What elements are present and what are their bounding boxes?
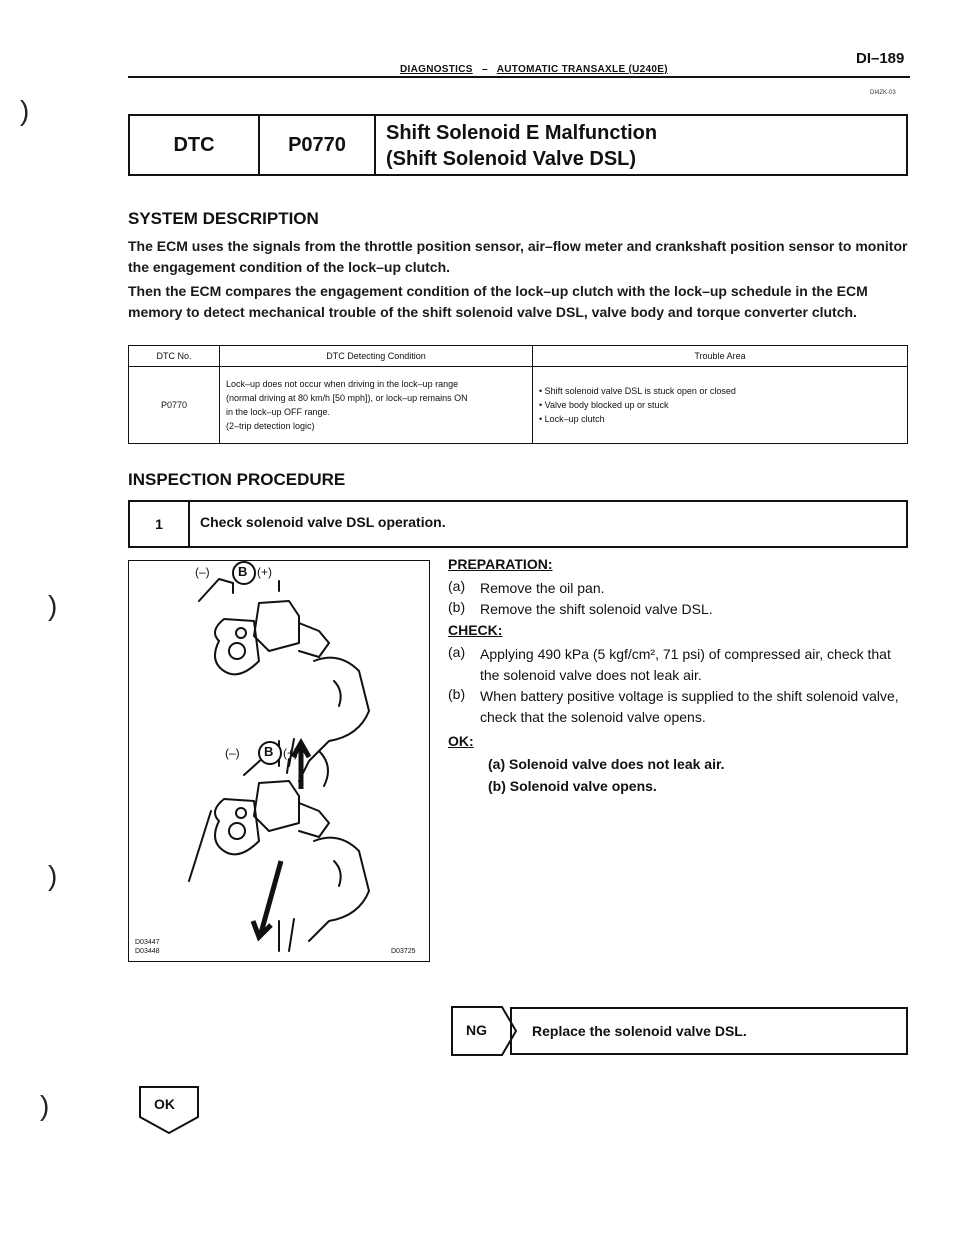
- document-code: DI4ZK-03: [870, 90, 896, 96]
- figure-label-negative: (–): [225, 746, 240, 760]
- condition-line: (normal driving at 80 km/h [50 mph]), or lock–up remains ON: [226, 393, 468, 403]
- preparation-list: [448, 578, 910, 620]
- list-item: (b) When battery positive voltage is supplied to the shift solenoid valve, check that the solenoid valve opens.: [448, 686, 899, 725]
- condition-line: (2–trip detection logic): [226, 421, 315, 431]
- trouble-area-cell: [533, 367, 908, 444]
- table-header: Trouble Area: [533, 346, 908, 367]
- check-heading: CHECK:: [448, 622, 503, 638]
- header-section: DIAGNOSTICS: [400, 64, 473, 75]
- binding-mark-icon: ): [48, 590, 58, 621]
- ok-heading: OK:: [448, 733, 474, 749]
- dtc-table: [128, 345, 908, 444]
- ok-criteria-line: (a) Solenoid valve does not leak air.: [488, 756, 725, 772]
- binding-mark-icon: ): [20, 95, 30, 126]
- figure-code: D03725: [391, 948, 416, 955]
- ok-criteria-line: (b) Solenoid valve opens.: [488, 778, 657, 794]
- list-item: (a) Applying 490 kPa (5 kgf/cm², 71 psi) of compressed air, check that the solenoid valve does not leak air.: [448, 644, 891, 683]
- header-separator: –: [482, 64, 488, 75]
- figure-label-b: B: [264, 744, 274, 759]
- ok-badge-label: OK: [154, 1096, 175, 1112]
- step-box: [128, 500, 908, 548]
- dtc-number-cell: P0770: [129, 367, 220, 444]
- check-list: [448, 644, 910, 728]
- dtc-title-line2: (Shift Solenoid Valve DSL): [386, 148, 637, 170]
- table-header: DTC No.: [129, 346, 220, 367]
- header-subsection: AUTOMATIC TRANSAXLE (U240E): [496, 64, 668, 75]
- ng-action-box: [510, 1007, 908, 1055]
- figure-label-positive: (+): [283, 746, 298, 760]
- figure-code: D03447: [135, 939, 160, 946]
- page-number: DI–189: [856, 50, 905, 67]
- condition-line: in the lock–up OFF range.: [226, 407, 331, 417]
- solenoid-illustration: [128, 560, 430, 962]
- step-number: 1: [130, 502, 190, 546]
- header-rule: [128, 76, 910, 78]
- trouble-area-line: • Lock–up clutch: [539, 414, 605, 424]
- figure-code: D03448: [135, 948, 160, 955]
- binding-mark-icon: ): [40, 1090, 50, 1121]
- list-item: (b) Remove the shift solenoid valve DSL.: [448, 599, 713, 617]
- preparation-heading: PREPARATION:: [448, 556, 553, 572]
- ng-action-text: Replace the solenoid valve DSL.: [532, 1023, 747, 1039]
- solenoid-valve-drawing: [129, 561, 429, 961]
- trouble-area-line: • Valve body blocked up or stuck: [539, 400, 669, 410]
- detecting-condition-cell: [220, 367, 533, 444]
- figure-label-b: B: [238, 564, 248, 579]
- inspection-heading: INSPECTION PROCEDURE: [128, 470, 346, 489]
- figure-label-positive: (+): [257, 565, 272, 579]
- table-header: DTC Detecting Condition: [220, 346, 533, 367]
- table-header-row: [129, 346, 908, 367]
- running-header: [400, 64, 668, 75]
- dtc-code: P0770: [288, 133, 346, 156]
- list-item: (a) Remove the oil pan.: [448, 578, 605, 596]
- binding-mark-icon: ): [48, 860, 58, 891]
- dtc-title-box: [128, 114, 908, 176]
- system-description-paragraph-1: The ECM uses the signals from the throttle position sensor, air–flow meter and crankshaft position sensor to monitor the engagement condition of the lock–up clutch.: [128, 238, 908, 275]
- trouble-area-line: • Shift solenoid valve DSL is stuck open or closed: [539, 386, 736, 396]
- ng-badge-label: NG: [466, 1022, 487, 1038]
- dtc-title-line1: Shift Solenoid E Malfunction: [386, 122, 658, 144]
- dtc-label: DTC: [173, 133, 215, 156]
- condition-line: Lock–up does not occur when driving in the lock–up range: [226, 379, 459, 389]
- system-description-heading: SYSTEM DESCRIPTION: [128, 209, 319, 228]
- air-flow-arrow-icon: [253, 861, 281, 937]
- figure-label-negative: (–): [195, 565, 210, 579]
- step-title: Check solenoid valve DSL operation.: [200, 514, 446, 530]
- table-row: [129, 367, 908, 444]
- system-description-paragraph-2: Then the ECM compares the engagement condition of the lock–up clutch with the lock–up schedule in the ECM memory to detect mechanical trouble of the shift solenoid valve DSL, valve body and torque converter clutch.: [128, 283, 868, 320]
